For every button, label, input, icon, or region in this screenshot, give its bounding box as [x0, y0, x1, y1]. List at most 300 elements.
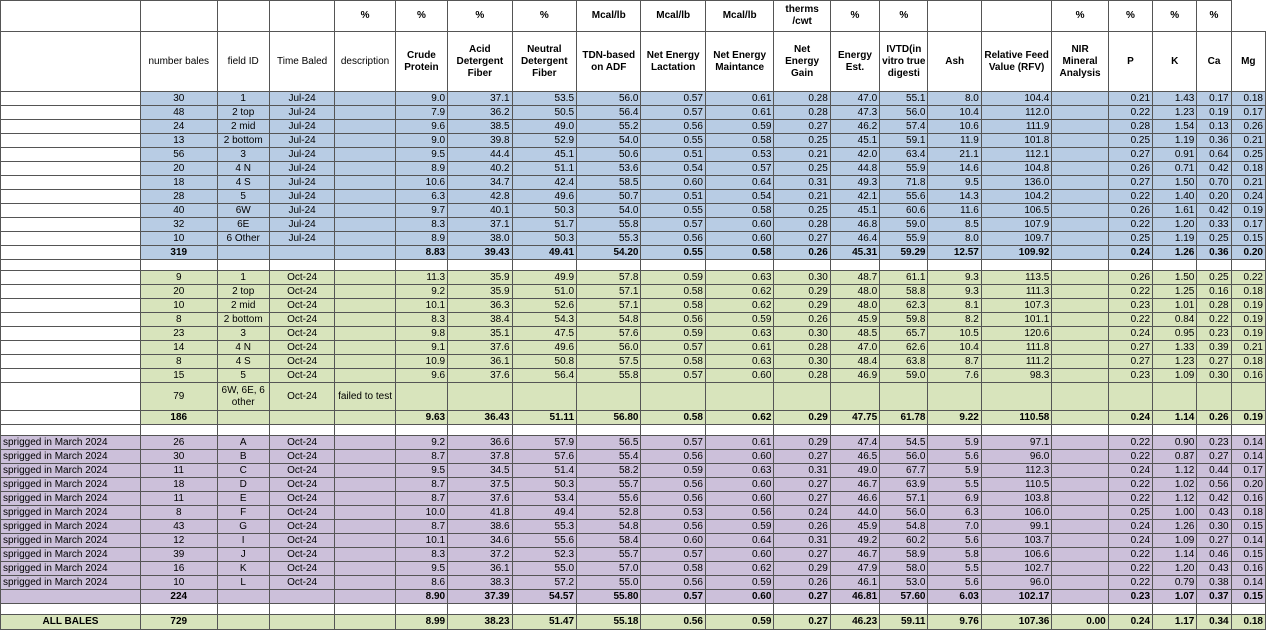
table-cell[interactable] — [335, 478, 395, 492]
table-cell[interactable]: sprigged in March 2024 — [1, 450, 141, 464]
table-cell[interactable]: 10.4 — [928, 341, 981, 355]
table-cell[interactable] — [1, 148, 141, 162]
table-cell[interactable]: 0.25 — [774, 162, 830, 176]
table-cell[interactable]: 0.64 — [705, 534, 773, 548]
table-cell[interactable]: Jul-24 — [269, 232, 334, 246]
table-cell[interactable]: 59.8 — [880, 313, 928, 327]
table-cell[interactable]: 8.3 — [395, 218, 447, 232]
table-cell[interactable]: 79 — [140, 383, 217, 411]
table-cell[interactable]: 0.27 — [1197, 355, 1231, 369]
table-cell[interactable] — [335, 548, 395, 562]
table-cell[interactable]: 49.9 — [512, 271, 576, 285]
table-cell[interactable]: 0.24 — [1108, 327, 1152, 341]
table-cell[interactable] — [1, 369, 141, 383]
table-cell[interactable]: 52.3 — [512, 548, 576, 562]
table-cell[interactable] — [1052, 369, 1108, 383]
table-cell[interactable]: 0.25 — [774, 134, 830, 148]
unit-label[interactable] — [928, 1, 981, 32]
table-cell[interactable]: 0.55 — [641, 246, 705, 260]
table-cell[interactable] — [1052, 411, 1108, 425]
table-cell[interactable]: 106.0 — [981, 506, 1052, 520]
table-cell[interactable]: 37.6 — [448, 492, 512, 506]
table-cell[interactable]: 54.20 — [577, 246, 641, 260]
table-cell[interactable]: sprigged in March 2024 — [1, 478, 141, 492]
table-cell[interactable]: 9.63 — [395, 411, 447, 425]
table-cell[interactable]: 48.7 — [830, 271, 879, 285]
table-cell[interactable]: 0.15 — [1231, 520, 1265, 534]
unit-label[interactable]: % — [880, 1, 928, 32]
table-cell[interactable]: 55.18 — [577, 615, 641, 630]
table-cell[interactable]: Oct-24 — [269, 436, 334, 450]
table-cell[interactable]: 109.7 — [981, 232, 1052, 246]
table-cell[interactable]: sprigged in March 2024 — [1, 464, 141, 478]
table-cell[interactable]: A — [217, 436, 269, 450]
table-cell[interactable]: 7.9 — [395, 106, 447, 120]
table-cell[interactable]: 9.2 — [395, 285, 447, 299]
table-cell[interactable] — [395, 383, 447, 411]
table-cell[interactable] — [1052, 232, 1108, 246]
table-cell[interactable]: 0.16 — [1231, 369, 1265, 383]
table-cell[interactable]: 102.17 — [981, 590, 1052, 604]
table-cell[interactable]: 0.18 — [1231, 162, 1265, 176]
table-cell[interactable]: 11.9 — [928, 134, 981, 148]
table-cell[interactable] — [217, 615, 269, 630]
table-cell[interactable]: 46.1 — [830, 576, 879, 590]
table-cell[interactable] — [335, 506, 395, 520]
table-cell[interactable]: 48.0 — [830, 285, 879, 299]
table-cell[interactable]: 9.6 — [395, 120, 447, 134]
table-cell[interactable]: 0.19 — [1231, 204, 1265, 218]
table-cell[interactable]: 11.3 — [395, 271, 447, 285]
table-cell[interactable]: 0.58 — [641, 355, 705, 369]
table-cell[interactable] — [1052, 120, 1108, 134]
table-cell[interactable]: 1.26 — [1153, 520, 1197, 534]
table-cell[interactable]: 9.22 — [928, 411, 981, 425]
table-cell[interactable]: 40 — [140, 204, 217, 218]
table-cell[interactable]: 55.6 — [880, 190, 928, 204]
table-cell[interactable]: 1.17 — [1153, 615, 1197, 630]
table-cell[interactable] — [1052, 450, 1108, 464]
table-cell[interactable]: 0.60 — [705, 478, 773, 492]
table-cell[interactable]: 7.0 — [928, 520, 981, 534]
table-cell[interactable]: 16 — [140, 562, 217, 576]
table-cell[interactable]: 0.90 — [1153, 436, 1197, 450]
table-cell[interactable]: 0.58 — [705, 204, 773, 218]
table-cell[interactable]: Oct-24 — [269, 492, 334, 506]
table-cell[interactable]: 0.21 — [774, 148, 830, 162]
table-cell[interactable]: 111.9 — [981, 120, 1052, 134]
table-cell[interactable]: 0.25 — [774, 204, 830, 218]
table-cell[interactable]: 5.9 — [928, 436, 981, 450]
unit-label[interactable]: % — [512, 1, 576, 32]
table-cell[interactable] — [1, 246, 141, 260]
table-cell[interactable]: 0.61 — [705, 341, 773, 355]
table-cell[interactable] — [1, 383, 141, 411]
table-cell[interactable]: 9.7 — [395, 204, 447, 218]
table-cell[interactable] — [269, 590, 334, 604]
table-cell[interactable]: 9.6 — [395, 369, 447, 383]
table-cell[interactable]: 0.19 — [1197, 106, 1231, 120]
table-cell[interactable]: 9.76 — [928, 615, 981, 630]
table-cell[interactable]: 55.0 — [577, 576, 641, 590]
table-cell[interactable]: 0.29 — [774, 562, 830, 576]
table-cell[interactable]: 0.21 — [1231, 176, 1265, 190]
unit-label[interactable]: % — [335, 1, 395, 32]
unit-label[interactable]: % — [1108, 1, 1152, 32]
table-cell[interactable]: 5.5 — [928, 562, 981, 576]
table-cell[interactable]: 54.57 — [512, 590, 576, 604]
table-cell[interactable] — [1052, 492, 1108, 506]
column-header[interactable]: K — [1153, 32, 1197, 92]
table-cell[interactable]: 46.5 — [830, 450, 879, 464]
table-cell[interactable]: 37.5 — [448, 478, 512, 492]
table-cell[interactable] — [1052, 106, 1108, 120]
table-cell[interactable]: 46.2 — [830, 120, 879, 134]
table-cell[interactable]: 0.00 — [1052, 615, 1108, 630]
table-cell[interactable]: 106.5 — [981, 204, 1052, 218]
table-cell[interactable]: 0.17 — [1231, 106, 1265, 120]
table-cell[interactable] — [335, 411, 395, 425]
table-cell[interactable]: Oct-24 — [269, 520, 334, 534]
table-cell[interactable]: 0.18 — [1231, 92, 1265, 106]
column-header[interactable]: field ID — [217, 32, 269, 92]
table-cell[interactable]: 319 — [140, 246, 217, 260]
table-cell[interactable]: 55.3 — [512, 520, 576, 534]
table-cell[interactable]: 39 — [140, 548, 217, 562]
table-cell[interactable]: 106.6 — [981, 548, 1052, 562]
table-cell[interactable] — [928, 383, 981, 411]
table-cell[interactable]: 1.12 — [1153, 492, 1197, 506]
table-cell[interactable]: 107.3 — [981, 299, 1052, 313]
table-cell[interactable]: 0.24 — [1108, 615, 1152, 630]
table-cell[interactable]: 0.62 — [705, 285, 773, 299]
table-cell[interactable]: 67.7 — [880, 464, 928, 478]
table-cell[interactable]: 56.5 — [577, 436, 641, 450]
table-cell[interactable]: 107.36 — [981, 615, 1052, 630]
table-cell[interactable]: 9.8 — [395, 327, 447, 341]
table-cell[interactable] — [981, 383, 1052, 411]
column-header[interactable]: Net Energy Maintance — [705, 32, 773, 92]
table-cell[interactable]: 55.7 — [577, 478, 641, 492]
table-cell[interactable]: 42.0 — [830, 148, 879, 162]
table-cell[interactable]: 35.1 — [448, 327, 512, 341]
table-cell[interactable]: 5.6 — [928, 450, 981, 464]
table-cell[interactable]: 8.90 — [395, 590, 447, 604]
table-cell[interactable]: Oct-24 — [269, 478, 334, 492]
table-cell[interactable]: 0.18 — [1231, 506, 1265, 520]
unit-label[interactable]: % — [448, 1, 512, 32]
table-cell[interactable]: 14.3 — [928, 190, 981, 204]
table-cell[interactable]: 10.9 — [395, 355, 447, 369]
table-cell[interactable]: 0.14 — [1231, 534, 1265, 548]
table-cell[interactable]: 0.28 — [774, 341, 830, 355]
table-cell[interactable]: Oct-24 — [269, 271, 334, 285]
table-cell[interactable]: 0.55 — [641, 134, 705, 148]
table-cell[interactable]: 58.9 — [880, 548, 928, 562]
table-cell[interactable]: 41.8 — [448, 506, 512, 520]
table-cell[interactable]: 0.31 — [774, 534, 830, 548]
table-cell[interactable]: 0.29 — [774, 299, 830, 313]
column-header[interactable]: Crude Protein — [395, 32, 447, 92]
table-cell[interactable]: 0.60 — [705, 450, 773, 464]
table-cell[interactable]: 0.57 — [641, 590, 705, 604]
table-cell[interactable]: 53.5 — [512, 92, 576, 106]
table-cell[interactable]: 8.2 — [928, 313, 981, 327]
table-cell[interactable]: 1.00 — [1153, 506, 1197, 520]
table-cell[interactable]: 51.0 — [512, 285, 576, 299]
table-cell[interactable]: 104.8 — [981, 162, 1052, 176]
table-cell[interactable] — [774, 383, 830, 411]
table-cell[interactable]: 1.14 — [1153, 411, 1197, 425]
table-cell[interactable] — [335, 204, 395, 218]
table-cell[interactable] — [1052, 478, 1108, 492]
table-cell[interactable]: 0.42 — [1197, 204, 1231, 218]
table-cell[interactable]: 0.60 — [641, 176, 705, 190]
table-cell[interactable]: sprigged in March 2024 — [1, 506, 141, 520]
table-cell[interactable] — [335, 615, 395, 630]
table-cell[interactable]: 0.16 — [1197, 285, 1231, 299]
table-cell[interactable]: 36.2 — [448, 106, 512, 120]
table-cell[interactable]: 52.6 — [512, 299, 576, 313]
column-header[interactable]: Ash — [928, 32, 981, 92]
table-cell[interactable]: 0.27 — [1108, 355, 1152, 369]
table-cell[interactable] — [1, 341, 141, 355]
table-cell[interactable]: 110.58 — [981, 411, 1052, 425]
table-cell[interactable]: 37.39 — [448, 590, 512, 604]
table-cell[interactable]: 0.22 — [1108, 478, 1152, 492]
table-cell[interactable]: 0.42 — [1197, 492, 1231, 506]
table-cell[interactable] — [641, 383, 705, 411]
table-cell[interactable] — [1, 92, 141, 106]
table-cell[interactable]: 8.7 — [395, 450, 447, 464]
unit-label[interactable] — [217, 1, 269, 32]
table-cell[interactable]: 62.3 — [880, 299, 928, 313]
table-cell[interactable]: 57.1 — [880, 492, 928, 506]
table-cell[interactable] — [1052, 506, 1108, 520]
column-header[interactable]: Acid Detergent Fiber — [448, 32, 512, 92]
table-cell[interactable]: 46.81 — [830, 590, 879, 604]
table-cell[interactable]: 0.63 — [705, 355, 773, 369]
table-cell[interactable]: 0.26 — [1231, 120, 1265, 134]
table-cell[interactable] — [1153, 383, 1197, 411]
table-cell[interactable]: 186 — [140, 411, 217, 425]
table-cell[interactable]: 40.1 — [448, 204, 512, 218]
table-cell[interactable]: 9.0 — [395, 92, 447, 106]
table-cell[interactable]: 0.23 — [1108, 299, 1152, 313]
table-cell[interactable] — [1052, 548, 1108, 562]
table-cell[interactable]: 1.26 — [1153, 246, 1197, 260]
table-cell[interactable] — [335, 464, 395, 478]
unit-label[interactable]: % — [1153, 1, 1197, 32]
table-cell[interactable]: 11 — [140, 464, 217, 478]
table-cell[interactable]: sprigged in March 2024 — [1, 548, 141, 562]
table-cell[interactable]: 0.28 — [774, 369, 830, 383]
table-cell[interactable] — [1, 285, 141, 299]
table-cell[interactable]: 51.1 — [512, 162, 576, 176]
table-cell[interactable]: 2 top — [217, 285, 269, 299]
table-cell[interactable] — [1052, 341, 1108, 355]
table-cell[interactable]: 0.56 — [641, 450, 705, 464]
table-cell[interactable]: 120.6 — [981, 327, 1052, 341]
table-cell[interactable]: 2 bottom — [217, 134, 269, 148]
table-cell[interactable]: 0.61 — [705, 106, 773, 120]
table-cell[interactable]: 2 top — [217, 106, 269, 120]
table-cell[interactable] — [335, 106, 395, 120]
table-cell[interactable]: L — [217, 576, 269, 590]
table-cell[interactable]: 0.57 — [641, 436, 705, 450]
table-cell[interactable]: 26 — [140, 436, 217, 450]
table-cell[interactable]: 53.4 — [512, 492, 576, 506]
table-cell[interactable]: 54.0 — [577, 204, 641, 218]
table-cell[interactable]: 9.2 — [395, 436, 447, 450]
table-cell[interactable] — [1, 411, 141, 425]
table-cell[interactable]: 0.38 — [1197, 576, 1231, 590]
table-cell[interactable]: 0.59 — [705, 313, 773, 327]
table-cell[interactable]: 0.22 — [1108, 492, 1152, 506]
table-cell[interactable]: 6 Other — [217, 232, 269, 246]
table-cell[interactable]: 0.23 — [1197, 327, 1231, 341]
table-cell[interactable] — [335, 492, 395, 506]
table-cell[interactable]: 4 S — [217, 355, 269, 369]
table-cell[interactable]: 0.56 — [1197, 478, 1231, 492]
table-cell[interactable]: 55.6 — [577, 492, 641, 506]
table-cell[interactable]: 0.62 — [705, 562, 773, 576]
table-cell[interactable]: 729 — [140, 615, 217, 630]
table-cell[interactable]: 0.17 — [1231, 218, 1265, 232]
table-cell[interactable] — [1, 134, 141, 148]
table-cell[interactable]: 0.61 — [705, 92, 773, 106]
table-cell[interactable]: 96.0 — [981, 450, 1052, 464]
table-cell[interactable] — [1052, 204, 1108, 218]
table-cell[interactable] — [1, 271, 141, 285]
table-cell[interactable] — [1052, 383, 1108, 411]
table-cell[interactable]: 9.3 — [928, 271, 981, 285]
table-cell[interactable]: 2 bottom — [217, 313, 269, 327]
table-cell[interactable] — [335, 246, 395, 260]
table-cell[interactable]: 23 — [140, 327, 217, 341]
table-cell[interactable] — [1052, 134, 1108, 148]
table-cell[interactable]: 58.5 — [577, 176, 641, 190]
table-cell[interactable]: 0.60 — [705, 492, 773, 506]
table-cell[interactable]: 0.23 — [1108, 369, 1152, 383]
table-cell[interactable]: 59.29 — [880, 246, 928, 260]
table-cell[interactable]: 0.26 — [774, 313, 830, 327]
table-cell[interactable]: 35.9 — [448, 271, 512, 285]
table-cell[interactable]: 0.30 — [774, 355, 830, 369]
table-cell[interactable]: 38.3 — [448, 576, 512, 590]
table-cell[interactable]: 0.27 — [774, 450, 830, 464]
table-cell[interactable]: Jul-24 — [269, 106, 334, 120]
table-cell[interactable]: 0.22 — [1108, 562, 1152, 576]
table-cell[interactable]: Oct-24 — [269, 299, 334, 313]
table-cell[interactable]: 45.1 — [512, 148, 576, 162]
table-cell[interactable]: 57.8 — [577, 271, 641, 285]
unit-label[interactable]: % — [1052, 1, 1108, 32]
table-cell[interactable]: 0.56 — [641, 576, 705, 590]
table-cell[interactable]: 0.56 — [705, 506, 773, 520]
table-cell[interactable]: 6W, 6E, 6 other — [217, 383, 269, 411]
table-cell[interactable] — [1052, 271, 1108, 285]
table-cell[interactable]: 55.9 — [880, 162, 928, 176]
table-cell[interactable]: 49.0 — [830, 464, 879, 478]
table-cell[interactable]: 0.62 — [705, 299, 773, 313]
table-cell[interactable]: ALL BALES — [1, 615, 141, 630]
table-cell[interactable]: 0.24 — [1108, 246, 1152, 260]
table-cell[interactable] — [448, 383, 512, 411]
table-cell[interactable]: 0.91 — [1153, 148, 1197, 162]
table-cell[interactable]: Oct-24 — [269, 355, 334, 369]
table-cell[interactable]: 0.27 — [774, 232, 830, 246]
table-cell[interactable] — [1052, 313, 1108, 327]
table-cell[interactable]: 37.2 — [448, 548, 512, 562]
table-cell[interactable]: 8.7 — [395, 520, 447, 534]
table-cell[interactable]: 0.15 — [1231, 590, 1265, 604]
table-cell[interactable]: 34.5 — [448, 464, 512, 478]
table-cell[interactable]: 56.0 — [880, 450, 928, 464]
table-cell[interactable]: 3 — [217, 327, 269, 341]
table-cell[interactable]: 101.1 — [981, 313, 1052, 327]
table-cell[interactable]: 8.9 — [395, 232, 447, 246]
table-cell[interactable]: 0.70 — [1197, 176, 1231, 190]
table-cell[interactable]: 12.57 — [928, 246, 981, 260]
table-cell[interactable]: 53.6 — [577, 162, 641, 176]
table-cell[interactable]: 44.0 — [830, 506, 879, 520]
table-cell[interactable]: 0.28 — [774, 92, 830, 106]
table-cell[interactable] — [1052, 327, 1108, 341]
table-cell[interactable] — [269, 615, 334, 630]
table-cell[interactable]: 14 — [140, 341, 217, 355]
table-cell[interactable]: 0.27 — [774, 615, 830, 630]
table-cell[interactable]: 46.7 — [830, 478, 879, 492]
table-cell[interactable]: 46.23 — [830, 615, 879, 630]
table-cell[interactable] — [1, 313, 141, 327]
table-cell[interactable]: 36.43 — [448, 411, 512, 425]
table-cell[interactable]: 15 — [140, 369, 217, 383]
column-header[interactable]: Time Baled — [269, 32, 334, 92]
table-cell[interactable]: 57.6 — [512, 450, 576, 464]
table-cell[interactable]: 0.28 — [774, 218, 830, 232]
table-cell[interactable]: 0.27 — [774, 478, 830, 492]
table-cell[interactable]: 0.53 — [641, 506, 705, 520]
table-cell[interactable]: 0.25 — [1108, 232, 1152, 246]
table-cell[interactable]: 112.3 — [981, 464, 1052, 478]
table-cell[interactable]: 0.59 — [641, 327, 705, 341]
table-cell[interactable]: 6W — [217, 204, 269, 218]
table-cell[interactable]: 0.44 — [1197, 464, 1231, 478]
table-cell[interactable]: 47.75 — [830, 411, 879, 425]
table-cell[interactable]: 0.24 — [774, 506, 830, 520]
table-cell[interactable]: 51.7 — [512, 218, 576, 232]
table-cell[interactable]: 71.8 — [880, 176, 928, 190]
unit-label[interactable] — [981, 1, 1052, 32]
table-cell[interactable] — [1197, 383, 1231, 411]
table-cell[interactable]: 57.9 — [512, 436, 576, 450]
table-cell[interactable]: 0.56 — [641, 520, 705, 534]
table-cell[interactable]: 0.43 — [1197, 562, 1231, 576]
table-cell[interactable]: 0.59 — [641, 271, 705, 285]
table-cell[interactable]: 0.14 — [1231, 436, 1265, 450]
table-cell[interactable]: 1.19 — [1153, 232, 1197, 246]
table-cell[interactable]: 0.20 — [1231, 246, 1265, 260]
table-cell[interactable]: 0.25 — [1231, 148, 1265, 162]
table-cell[interactable]: 45.1 — [830, 204, 879, 218]
table-cell[interactable]: 55.8 — [577, 218, 641, 232]
table-cell[interactable]: 0.26 — [1108, 271, 1152, 285]
table-cell[interactable]: 37.1 — [448, 92, 512, 106]
unit-label[interactable]: Mcal/lb — [705, 1, 773, 32]
table-cell[interactable] — [335, 562, 395, 576]
table-cell[interactable]: 46.4 — [830, 232, 879, 246]
